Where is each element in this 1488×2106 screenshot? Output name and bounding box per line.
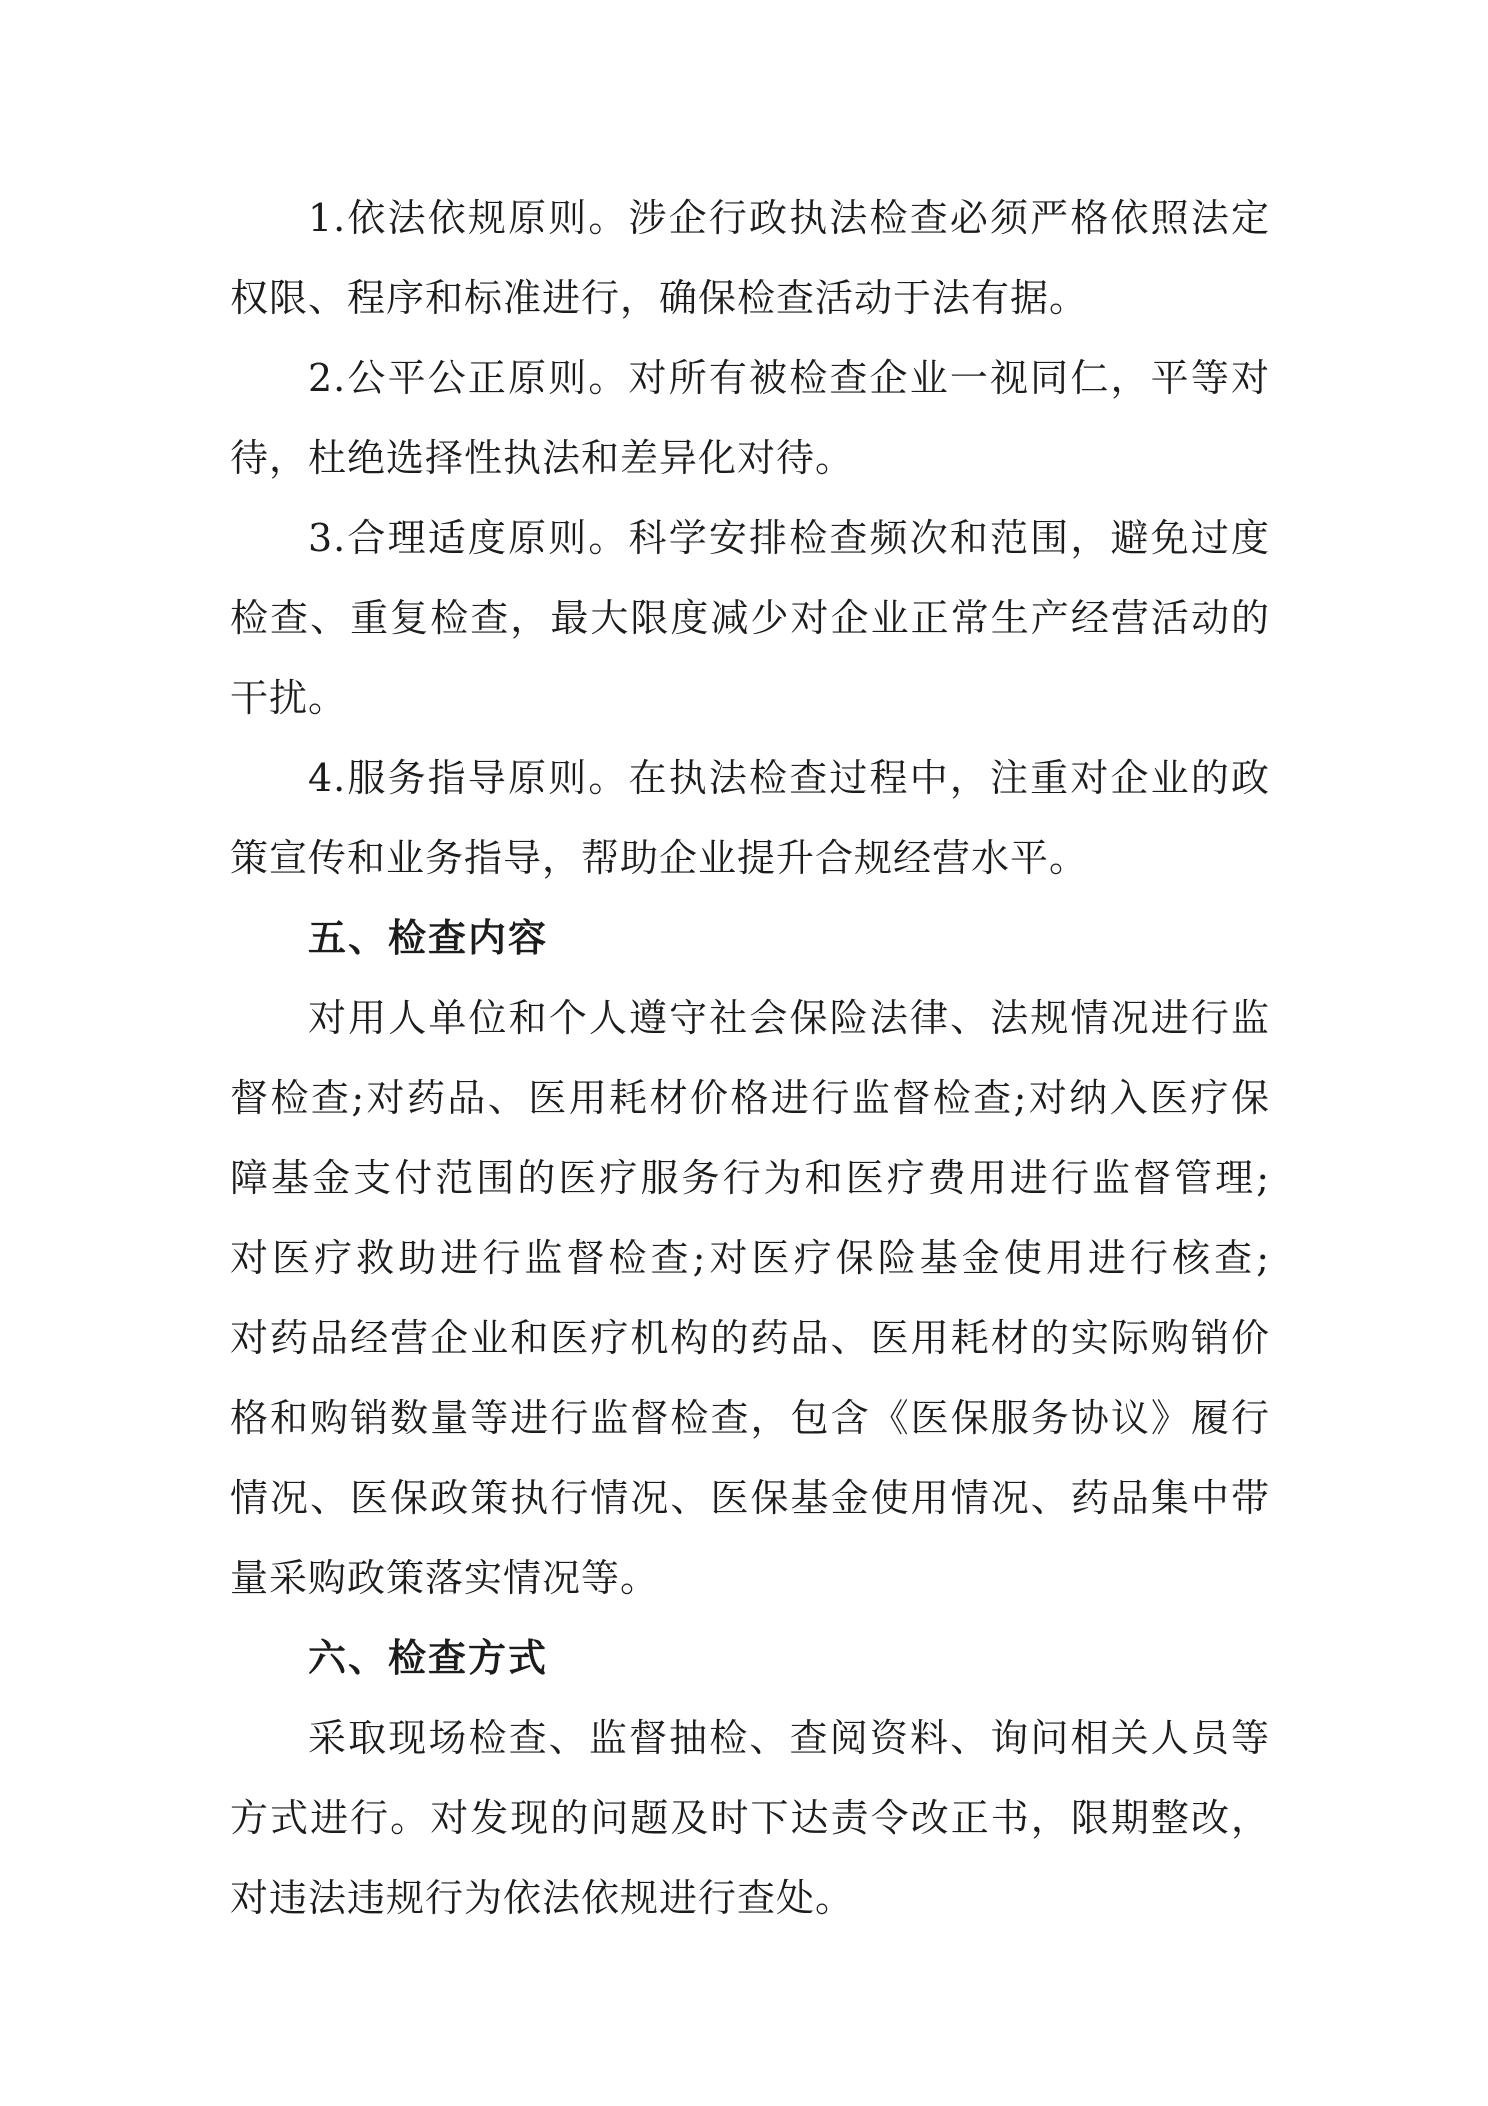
principle-3-line-2: 检查、重复检查，最大限度减少对企业正常生产经营活动的 xyxy=(230,596,1270,640)
principle-2-line-2: 待，杜绝选择性执法和差异化对待。 xyxy=(230,436,855,480)
section-6-line-2: 方式进行。对发现的问题及时下达责令改正书，限期整改， xyxy=(230,1796,1270,1840)
principle-4-line-2: 策宣传和业务指导，帮助企业提升合规经营水平。 xyxy=(230,836,1089,880)
section-5-line-7: 情况、医保政策执行情况、医保基金使用情况、药品集中带 xyxy=(230,1476,1270,1520)
principle-1-line-2: 权限、程序和标准进行，确保检查活动于法有据。 xyxy=(230,276,1089,320)
principle-3-line-1: 3.合理适度原则。科学安排检查频次和范围，避免过度 xyxy=(308,516,1270,560)
section-5-line-8: 量采购政策落实情况等。 xyxy=(230,1556,660,1600)
section-6-line-1: 采取现场检查、监督抽检、查阅资料、询问相关人员等 xyxy=(308,1716,1270,1760)
principle-4-line-1: 4.服务指导原则。在执法检查过程中，注重对企业的政 xyxy=(308,756,1270,800)
section-5-line-2: 督检查;对药品、医用耗材价格进行监督检查;对纳入医疗保 xyxy=(230,1076,1270,1120)
principle-1-line-1: 1.依法依规原则。涉企行政执法检查必须严格依照法定 xyxy=(308,196,1270,240)
section-5-line-1: 对用人单位和个人遵守社会保险法律、法规情况进行监 xyxy=(308,996,1270,1040)
section-5-line-3: 障基金支付范围的医疗服务行为和医疗费用进行监督管理; xyxy=(230,1156,1270,1200)
principle-3-line-3: 干扰。 xyxy=(230,676,348,720)
section-6-heading: 六、检查方式 xyxy=(308,1636,549,1680)
section-5-line-5: 对药品经营企业和医疗机构的药品、医用耗材的实际购销价 xyxy=(230,1316,1270,1360)
principle-2-line-1: 2.公平公正原则。对所有被检查企业一视同仁，平等对 xyxy=(308,356,1270,400)
section-5-line-6: 格和购销数量等进行监督检查，包含《医保服务协议》履行 xyxy=(230,1396,1270,1440)
section-6-line-3: 对违法违规行为依法依规进行查处。 xyxy=(230,1876,855,1920)
section-5-heading: 五、检查内容 xyxy=(308,916,549,960)
section-5-line-4: 对医疗救助进行监督检查;对医疗保险基金使用进行核查; xyxy=(230,1236,1270,1280)
